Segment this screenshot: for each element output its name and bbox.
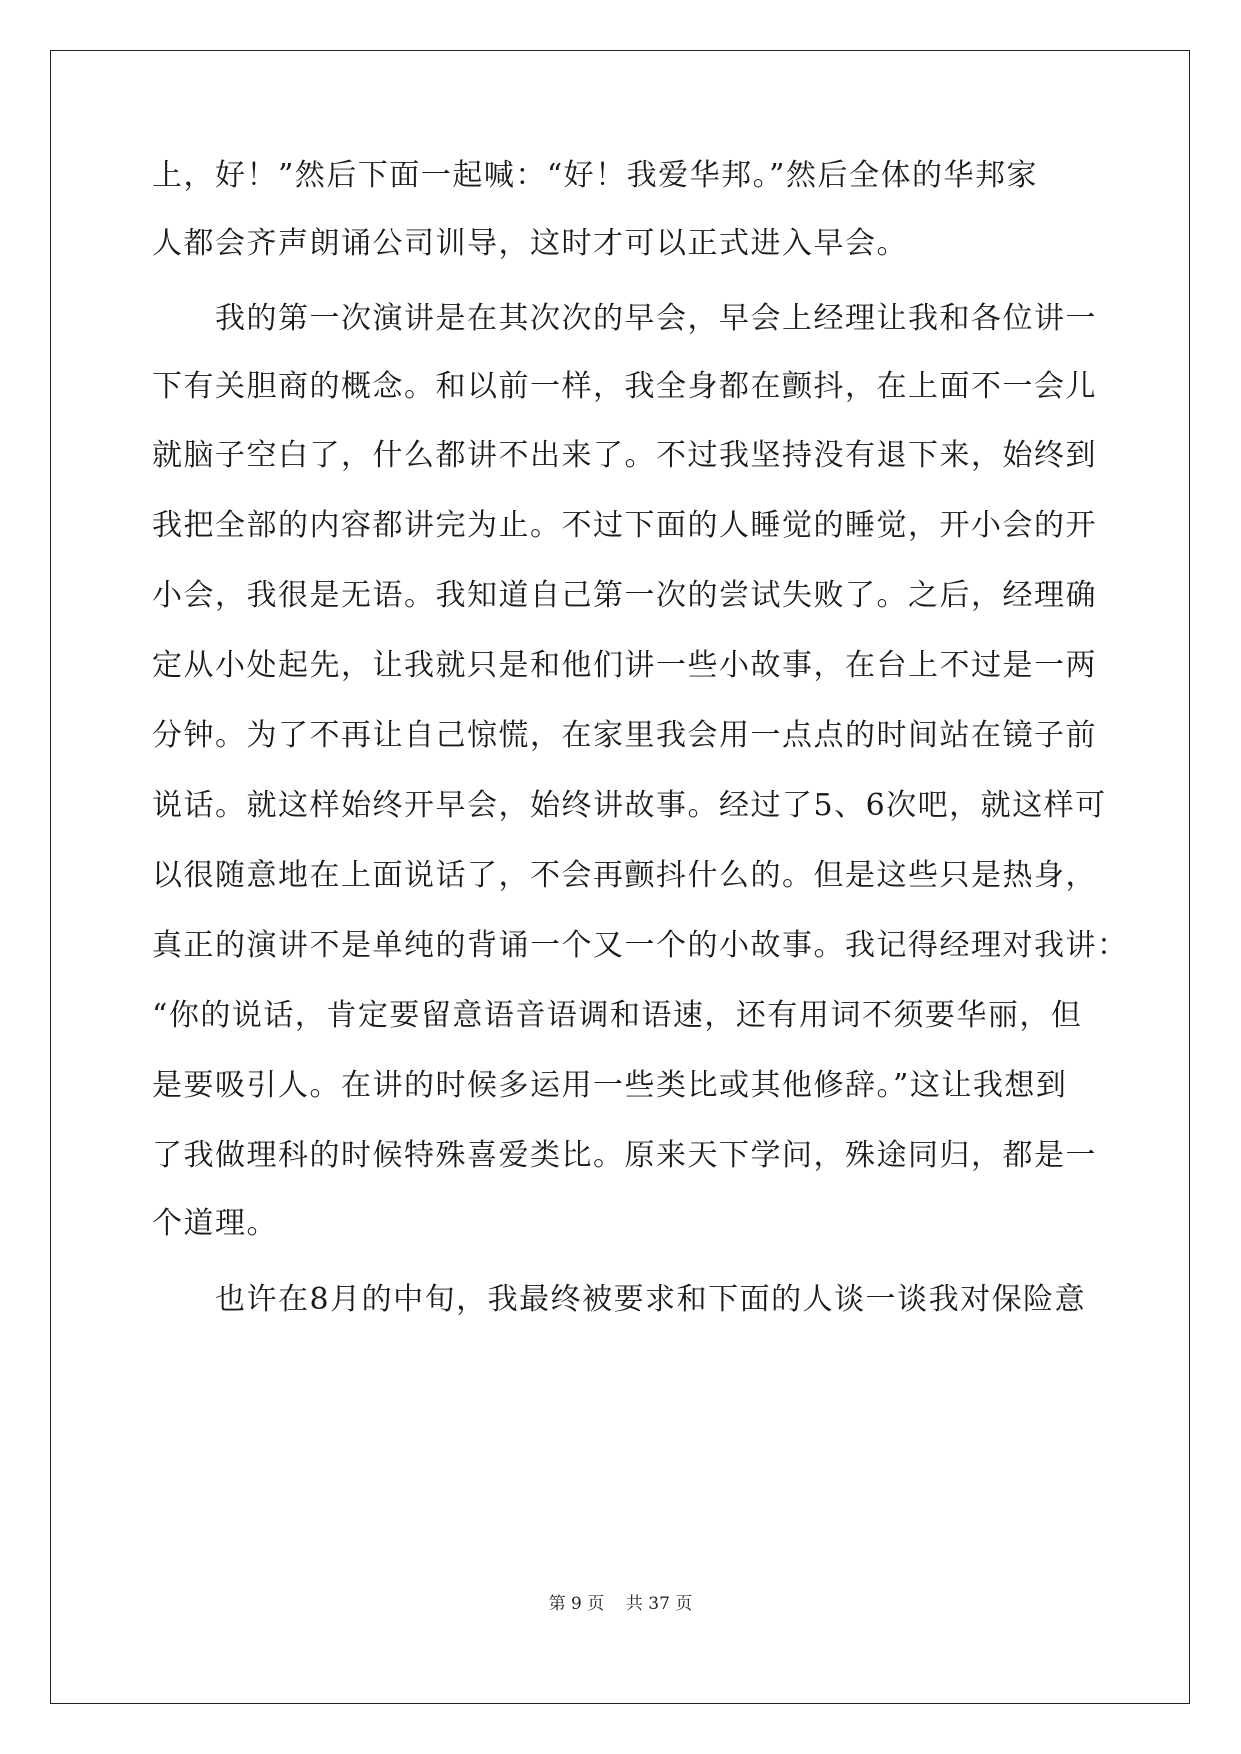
text-line: 我把全部的内容都讲完为止。不过下面的人睡觉的睡觉，开小会的开 [152, 508, 1097, 543]
text-line: 定从小处起先，让我就只是和他们讲一些小故事，在台上不过是一两 [152, 648, 1097, 683]
page-number-footer: 第 9 页 共 37 页 [548, 1594, 693, 1614]
text-line: 下有关胆商的概念。和以前一样，我全身都在颤抖，在上面不一会儿 [152, 369, 1097, 404]
text-line: 了我做理科的时候特殊喜爱类比。原来天下学问，殊途同归，都是一 [152, 1138, 1097, 1173]
text-line: 个道理。 [152, 1206, 278, 1241]
text-line: 人都会齐声朗诵公司训导，这时才可以正式进入早会。 [152, 226, 908, 261]
text-line: 说话。就这样始终开早会，始终讲故事。经过了5、6次吧，就这样可 [152, 788, 1107, 823]
text-line: 就脑子空白了，什么都讲不出来了。不过我坚持没有退下来，始终到 [152, 438, 1097, 473]
text-line: 分钟。为了不再让自己惊慌，在家里我会用一点点的时间站在镜子前 [152, 718, 1097, 753]
text-line: 小会，我很是无语。我知道自己第一次的尝试失败了。之后，经理确 [152, 578, 1097, 613]
text-line: 是要吸引人。在讲的时候多运用一些类比或其他修辞。”这让我想到 [152, 1068, 1068, 1103]
text-line: 也许在8月的中旬，我最终被要求和下面的人谈一谈我对保险意 [152, 1282, 1087, 1317]
text-line: “你的说话，肯定要留意语音语调和语速，还有用词不须要华丽，但 [152, 998, 1083, 1033]
text-line: 上，好！”然后下面一起喊：“好！我爱华邦。”然后全体的华邦家 [152, 158, 1039, 193]
text-line: 以很随意地在上面说话了，不会再颤抖什么的。但是这些只是热身， [152, 858, 1097, 893]
text-line: 我的第一次演讲是在其次次的早会，早会上经理让我和各位讲一 [152, 301, 1097, 336]
text-line: 真正的演讲不是单纯的背诵一个又一个的小故事。我记得经理对我讲： [152, 928, 1129, 963]
